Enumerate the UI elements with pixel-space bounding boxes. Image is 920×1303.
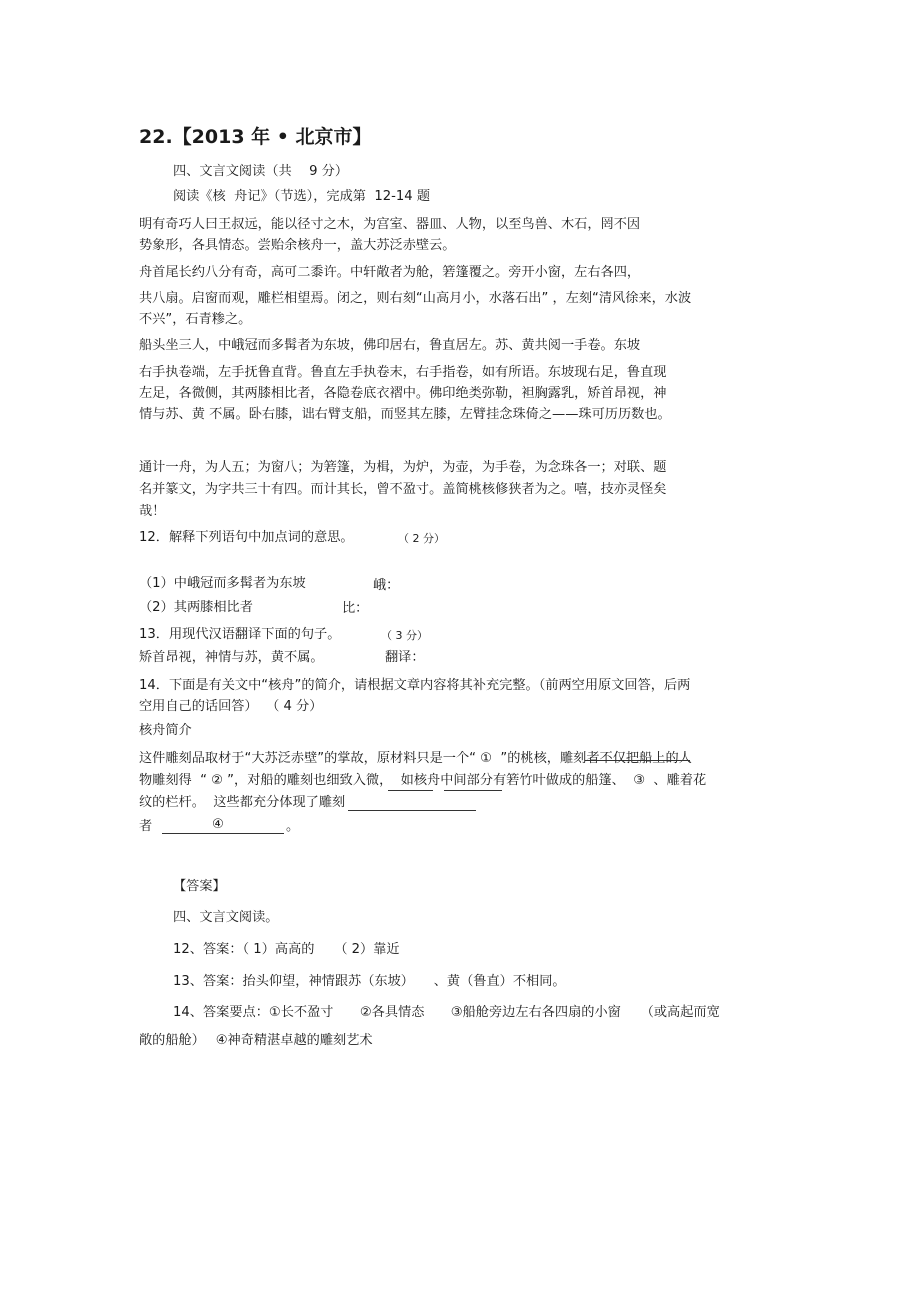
question-12-item-2: （2）其两膝相比者 <box>139 600 253 615</box>
question-12: 12．解释下列语句中加点词的意思。 <box>139 530 354 545</box>
passage-line: 名并篆文，为字共三十有四。而计其长，曾不盈寸。盖简桃核修狭者为之。嘻，技亦灵怪矣 <box>139 482 667 497</box>
blank-suffix: 。 <box>286 819 300 834</box>
answer-12: 12、答案：（ 1）高高的 （ 2）靠近 <box>173 942 400 957</box>
blank-line <box>348 810 476 811</box>
answer-14: 敞的船舱） ④神奇精湛卓越的雕刻艺术 <box>139 1033 373 1048</box>
passage-line: 势象形，各具情态。尝贻余核舟一，盖大苏泛赤壁云。 <box>139 238 456 253</box>
strike-mark <box>585 760 690 761</box>
answer-heading: 【答案】 <box>173 879 226 894</box>
answer-section: 四、文言文阅读。 <box>173 910 279 925</box>
blank-number: ④ <box>212 817 224 832</box>
reading-instruction: 阅读《核 舟记》（节选），完成第 12-14 题 <box>173 189 431 204</box>
question-14: 14．下面是有关文中“核舟”的简介，请根据文章内容将其补充完整。（前两空用原文回答，后两 <box>139 678 691 693</box>
answer-label-e: 峨： <box>373 578 400 593</box>
passage-line: 左足，各微侧，其两膝相比者，各隐卷底衣褶中。佛印绝类弥勒，袒胸露乳，矫首昂视，神 <box>139 386 667 401</box>
passage-line: 通计一舟，为人五；为窗八；为箬篷，为楫，为炉，为壶，为手卷，为念珠各一；对联、题 <box>139 460 667 475</box>
answer-label-bi: 比： <box>342 601 369 616</box>
blank-prefix: 者 <box>139 819 153 834</box>
answer-13: 13、答案：抬头仰望，神情跟苏（东坡） 、黄（鲁直）不相同。 <box>173 974 566 989</box>
question-title: 22.【2013 年 • 北京市】 <box>139 126 372 148</box>
passage-line: 哉！ <box>139 504 166 519</box>
question-13: 13．用现代汉语翻译下面的句子。 <box>139 627 341 642</box>
passage-line: 舟首尾长约八分有奇，高可二黍许。中轩敞者为舱，箬篷覆之。旁开小窗，左右各四， <box>139 265 641 280</box>
section-heading: 四、文言文阅读（共 9 分） <box>173 164 349 179</box>
passage-line: 不兴”，石青糁之。 <box>139 312 252 327</box>
passage-line: 右手执卷端，左手抚鲁直背。鲁直左手执卷末，右手指卷，如有所语。东坡现右足，鲁直现 <box>139 365 667 380</box>
question-14-body: 物雕刻得 “ ② ”，对船的雕刻也细致入微， 如核舟中间部分有箬竹叶做成的船篷、 ③ 、雕着花 <box>139 773 707 788</box>
question-12-item-1: （1）中峨冠而多髯者为东坡 <box>139 576 306 591</box>
question-13-score: （ 3 分） <box>381 629 428 642</box>
question-13-sentence: 矫首昂视，神情与苏，黄不属。 <box>139 650 324 665</box>
translation-label: 翻译： <box>385 650 425 665</box>
passage-line: 明有奇巧人曰王叔远，能以径寸之木，为宫室、器皿、人物，以至鸟兽、木石，罔不因 <box>139 217 641 232</box>
passage-line: 情与苏、黄 不属。卧右膝，诎右臂支船，而竖其左膝，左臂挂念珠倚之——珠可历历数也。 <box>139 407 671 422</box>
answer-14: 14、答案要点：①长不盈寸 ②各具情态 ③船舱旁边左右各四扇的小窗 （或高起而宽 <box>173 1005 720 1020</box>
passage-line: 船头坐三人，中峨冠而多髯者为东坡，佛印居右，鲁直居左。苏、黄共阅一手卷。东坡 <box>139 338 641 353</box>
underline-mark <box>388 790 433 791</box>
question-14-body: 这件雕刻品取材于“大苏泛赤壁”的掌故，原材料只是一个“ ① ”的桃核，雕刻者不仅把船上的人 <box>139 751 692 766</box>
question-14-body: 纹的栏杆。 这些都充分体现了雕刻 <box>139 795 346 810</box>
question-14-heading: 核舟简介 <box>139 723 192 738</box>
question-14: 空用自己的话回答） （ 4 分） <box>139 699 323 714</box>
question-12-score: （ 2 分） <box>398 532 445 545</box>
passage-line: 共八扇。启窗而观，雕栏相望焉。闭之，则右刻“山高月小，水落石出” ，左刻“清风徐来，水波 <box>139 291 692 306</box>
underline-mark <box>444 790 502 791</box>
